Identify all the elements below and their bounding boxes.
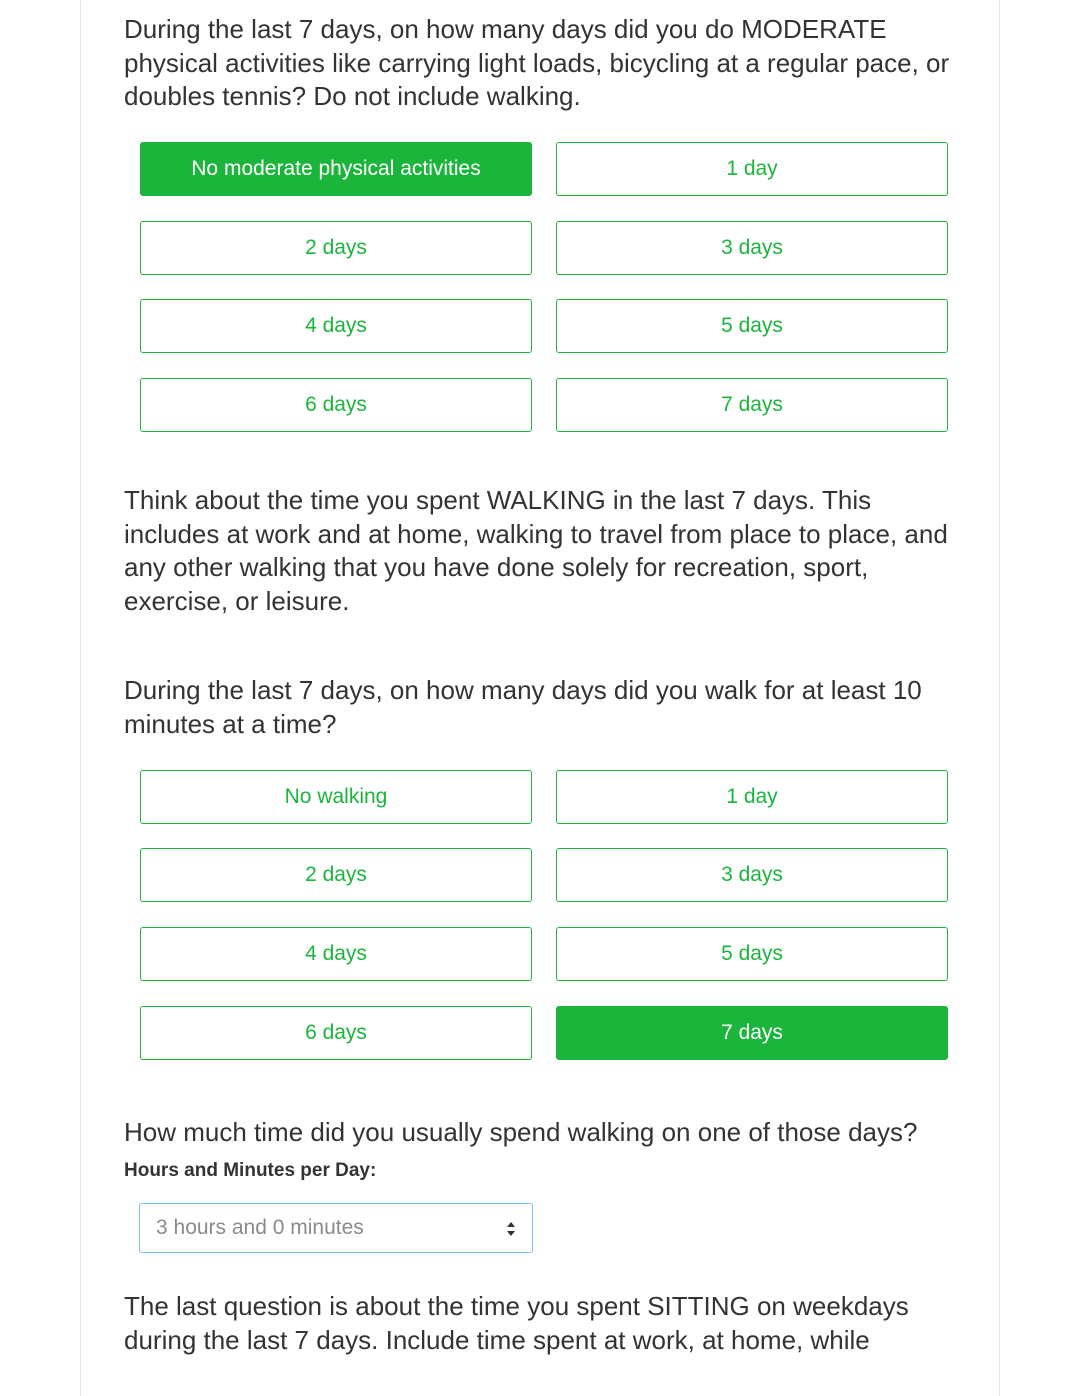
option-moderate-6-days[interactable]: 6 days — [140, 378, 532, 432]
option-walking-4-days[interactable]: 4 days — [140, 927, 532, 981]
option-moderate-1-day[interactable]: 1 day — [556, 142, 948, 196]
option-moderate-none[interactable]: No moderate physical activities — [140, 142, 532, 196]
option-moderate-3-days[interactable]: 3 days — [556, 221, 948, 275]
option-walking-6-days[interactable]: 6 days — [140, 1006, 532, 1060]
question-moderate-activity: During the last 7 days, on how many days did you do MODERATE physical activities like carrying light loads, bicycling at a regular pace, or doubles tennis? Do not include walking. — [124, 14, 950, 111]
walking-time-select[interactable] — [139, 1203, 533, 1253]
option-moderate-4-days[interactable]: 4 days — [140, 299, 532, 353]
option-moderate-7-days[interactable]: 7 days — [556, 378, 948, 432]
option-walking-5-days[interactable]: 5 days — [556, 927, 948, 981]
option-walking-7-days[interactable]: 7 days — [556, 1006, 948, 1060]
option-walking-3-days[interactable]: 3 days — [556, 848, 948, 902]
up-down-caret-icon — [506, 1221, 516, 1237]
hours-minutes-label: Hours and Minutes per Day: — [124, 1160, 377, 1181]
option-walking-none[interactable]: No walking — [140, 770, 532, 824]
option-moderate-2-days[interactable]: 2 days — [140, 221, 532, 275]
sitting-intro-text: The last question is about the time you spent SITTING on weekdays during the last 7 days. Include time spent at work, at home, while — [124, 1291, 909, 1355]
option-walking-2-days[interactable]: 2 days — [140, 848, 532, 902]
question-walking-days: During the last 7 days, on how many days did you walk for at least 10 minutes at a time? — [124, 675, 922, 739]
walking-time-select-value: 3 hours and 0 minutes — [156, 1216, 364, 1239]
option-moderate-5-days[interactable]: 5 days — [556, 299, 948, 353]
question-walking-time: How much time did you usually spend walking on one of those days? — [124, 1117, 918, 1147]
option-walking-1-day[interactable]: 1 day — [556, 770, 948, 824]
walking-intro-text: Think about the time you spent WALKING in the last 7 days. This includes at work and at home, walking to travel from place to place, and any other walking that you have done solely for recreation, sport, exercise, or leisure. — [124, 485, 948, 616]
